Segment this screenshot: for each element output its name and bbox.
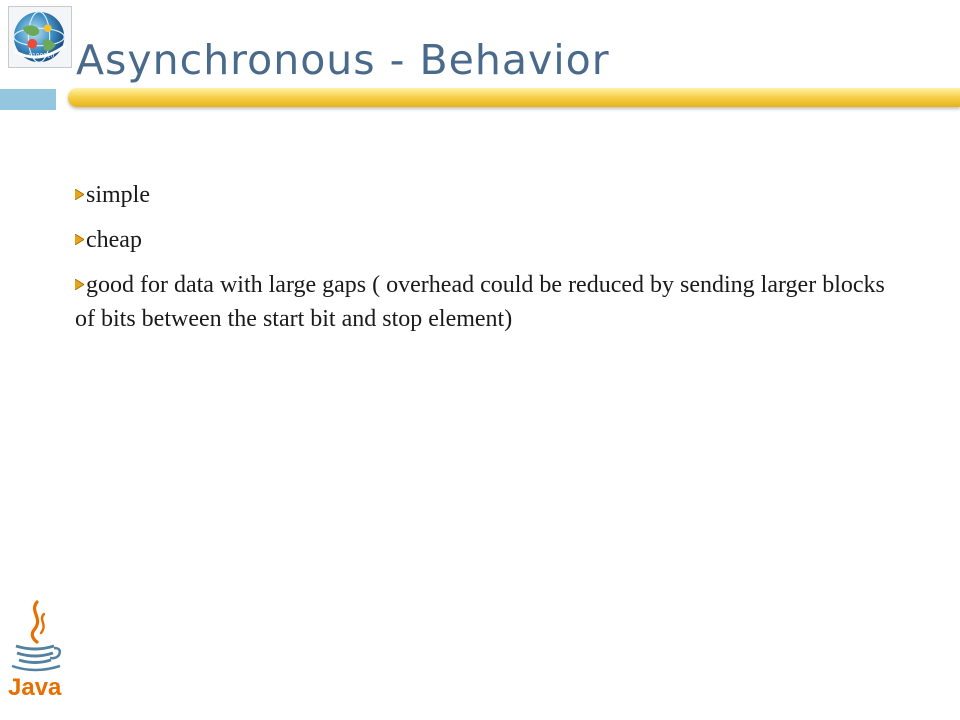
slide-title: Asynchronous - Behavior (76, 36, 610, 84)
bullet-list (75, 178, 895, 347)
globe-network-icon (8, 6, 72, 68)
title-underline-bar (68, 88, 960, 107)
bullet-text: simple (86, 182, 150, 208)
triangle-bullet-icon (75, 189, 85, 200)
bullet-item (75, 178, 895, 212)
triangle-bullet-icon (75, 234, 85, 245)
bullet-item (75, 223, 895, 257)
title-accent-block (0, 89, 56, 110)
svg-text:0100010: 0100010 (28, 53, 55, 60)
java-coffee-cup-icon (4, 600, 66, 704)
bullet-text: cheap (86, 227, 142, 253)
triangle-bullet-icon (75, 279, 85, 290)
java-logo-text: Java (8, 674, 62, 701)
bullet-item (75, 268, 895, 336)
bullet-text: good for data with large gaps ( overhead could be reduced by sending larger blocks of bits between the start bit and stop element) (75, 272, 885, 332)
